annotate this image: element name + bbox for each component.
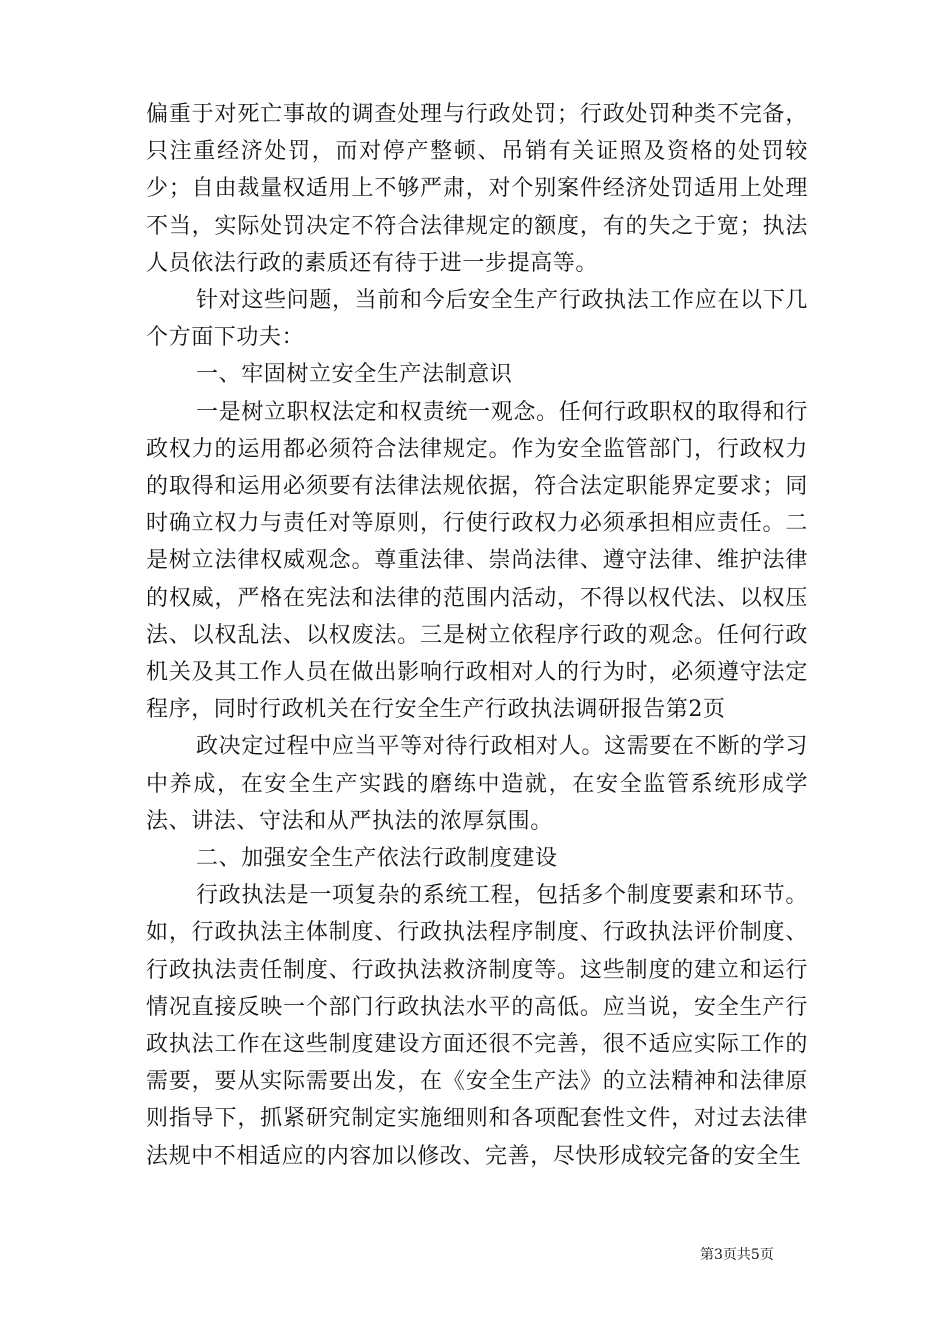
section-heading-2: 二、加强安全生产依法行政制度建设 [196,846,558,872]
paragraph-section-1-cont: 政决定过程中应当平等对待行政相对人。这需要在不断的学习中养成，在安全生产实践的磨练中造就，在安全监管系统形成学法、讲法、守法和从严执法的浓厚氛围。 [146,734,808,834]
section-heading-1: 一、牢固树立安全生产法制意识 [196,362,513,388]
paragraph-section-1-body: 一是树立职权法定和权责统一观念。任何行政职权的取得和行政权力的运用都必须符合法律规定。作为安全监管部门，行政权力的取得和运用必须要有法律法规依据，符合法定职能界定要求；同时确立权力与责任对等原则，行使行政权力必须承担相应责任。二是树立法律权威观念。尊重法律、崇尚法律、遵守法律、维护法律的权威，严格在宪法和法律的范围内活动，不得以权代法、以权压法、以权乱法、以权废法。三是树立依程序行政的观念。任何行政机关及其工作人员在做出影响行政相对人的行为时，必须遵守法定程序，同时行政机关在行安全生产行政执法调研报告第2页 [146,399,808,723]
page-number-footer: 第3页共5页 [700,1247,774,1263]
paragraph-continuation: 偏重于对死亡事故的调查处理与行政处罚；行政处罚种类不完备，只注重经济处罚，而对停产整顿、吊销有关证照及资格的处罚较少；自由裁量权适用上不够严肃，对个别案件经济处罚适用上处理不当，实际处罚决定不符合法律规定的额度，有的失之于宽；执法人员依法行政的素质还有待于进一步提高等。 [146,102,808,276]
document-body [146,96,808,1175]
paragraph-intro: 针对这些问题，当前和今后安全生产行政执法工作应在以下几个方面下功夫： [146,288,808,351]
paragraph-section-2-body: 行政执法是一项复杂的系统工程，包括多个制度要素和环节。如，行政执法主体制度、行政执法程序制度、行政执法评价制度、行政执法责任制度、行政执法救济制度等。这些制度的建立和运行情况直接反映一个部门行政执法水平的高低。应当说，安全生产行政执法工作在这些制度建设方面还很不完善，很不适应实际工作的需要，要从实际需要出发，在《安全生产法》的立法精神和法律原则指导下，抓紧研究制定实施细则和各项配套性文件，对过去法律法规中不相适应的内容加以修改、完善，尽快形成较完备的安全生 [146,883,808,1169]
